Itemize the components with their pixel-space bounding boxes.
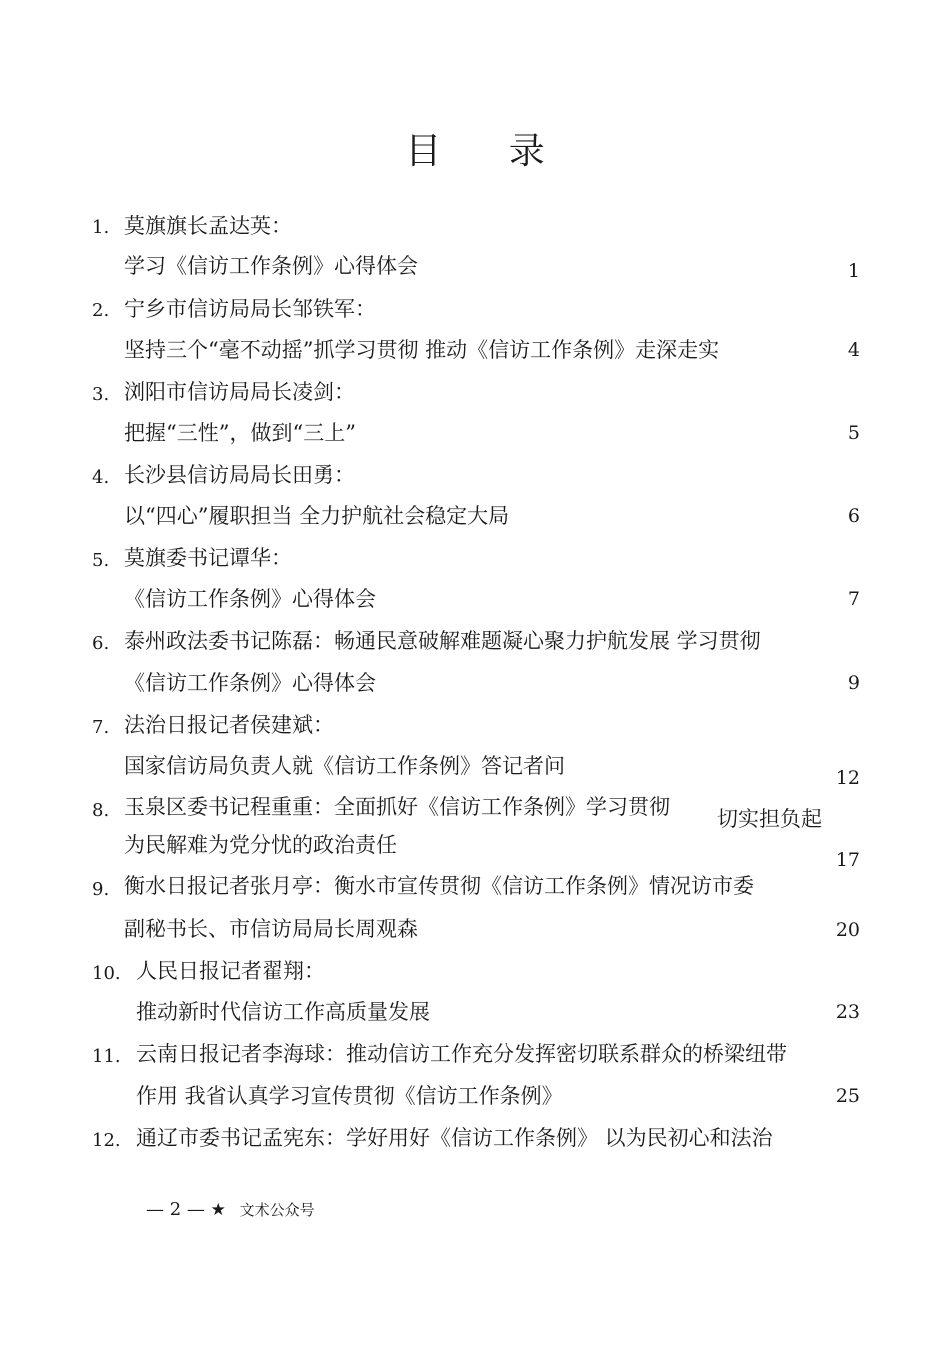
entry-page-number: 7 — [847, 588, 860, 610]
entry-author: 莫旗委书记谭华： — [124, 546, 292, 570]
entry-title: 国家信访局负责人就《信访工作条例》答记者问 — [124, 754, 565, 778]
entry-number: 8. — [92, 800, 110, 821]
entry-title: 为民解难为党分忧的政治责任 — [124, 833, 397, 857]
entry-author-continuation: 切实担负起 — [717, 807, 822, 831]
entry-page-number: 23 — [835, 1001, 860, 1023]
entry-title: 以“四心”履职担当 全力护航社会稳定大局 — [124, 504, 510, 528]
entry-number: 4. — [92, 467, 110, 488]
entry-title: 作用 我省认真学习宣传贯彻《信访工作条例》 — [136, 1084, 563, 1108]
footer-page-number: — 2 — — [146, 1199, 205, 1220]
entry-author: 莫旗旗长孟达英： — [124, 214, 292, 238]
entry-number: 11. — [92, 1046, 121, 1067]
entry-author: 泰州政法委书记陈磊：畅通民意破解难题凝心聚力护航发展 学习贯彻 — [124, 629, 761, 653]
entry-author: 衡水日报记者张月亭：衡水市宣传贯彻《信访工作条例》情况访市委 — [124, 874, 754, 898]
entry-title: 《信访工作条例》心得体会 — [124, 587, 376, 611]
entry-author: 通辽市委书记孟宪东：学好用好《信访工作条例》 以为民初心和法治 — [136, 1126, 773, 1150]
entry-number: 9. — [92, 879, 110, 900]
entry-author: 长沙县信访局局长田勇： — [124, 463, 355, 487]
entry-author: 浏阳市信访局局长凌剑： — [124, 380, 355, 404]
entry-page-number: 20 — [835, 919, 860, 941]
entry-number: 5. — [92, 550, 110, 571]
entry-page-number: 17 — [835, 849, 860, 871]
entry-page-number: 9 — [847, 672, 860, 694]
toc-title: 目 录 — [405, 131, 573, 172]
entry-number: 12. — [92, 1130, 121, 1151]
entry-author: 宁乡市信访局局长邹铁军： — [124, 297, 376, 321]
entry-title: 《信访工作条例》心得体会 — [124, 671, 376, 695]
entry-page-number: 6 — [847, 505, 860, 527]
entry-author: 云南日报记者李海球：推动信访工作充分发挥密切联系群众的桥梁纽带 — [136, 1042, 787, 1066]
entry-title: 推动新时代信访工作高质量发展 — [136, 1000, 430, 1024]
entry-author: 法治日报记者侯建斌： — [124, 713, 334, 737]
entry-page-number: 25 — [835, 1085, 860, 1107]
entry-title: 把握“三性”，做到“三上” — [124, 421, 356, 445]
entry-page-number: 5 — [847, 422, 860, 444]
entry-number: 6. — [92, 633, 110, 654]
footer-account-name: 文术公众号 — [239, 1201, 315, 1219]
entry-number: 3. — [92, 384, 110, 405]
entry-author: 玉泉区委书记程重重：全面抓好《信访工作条例》学习贯彻 — [124, 795, 670, 819]
entry-title: 坚持三个“毫不动摇”抓学习贯彻 推动《信访工作条例》走深走实 — [124, 338, 720, 362]
entry-title: 学习《信访工作条例》心得体会 — [124, 254, 418, 278]
entry-number: 2. — [92, 300, 110, 321]
page-footer — [146, 1197, 315, 1223]
entry-page-number: 12 — [835, 767, 860, 789]
entry-number: 10. — [92, 963, 121, 984]
entry-author: 人民日报记者翟翔： — [136, 959, 325, 983]
entry-number: 1. — [92, 217, 110, 238]
star-icon: ★ — [210, 1200, 226, 1220]
entry-title: 副秘书长、市信访局局长周观森 — [124, 917, 418, 941]
entry-number: 7. — [92, 717, 110, 738]
entry-page-number: 4 — [847, 339, 860, 361]
entry-page-number: 1 — [847, 260, 860, 282]
